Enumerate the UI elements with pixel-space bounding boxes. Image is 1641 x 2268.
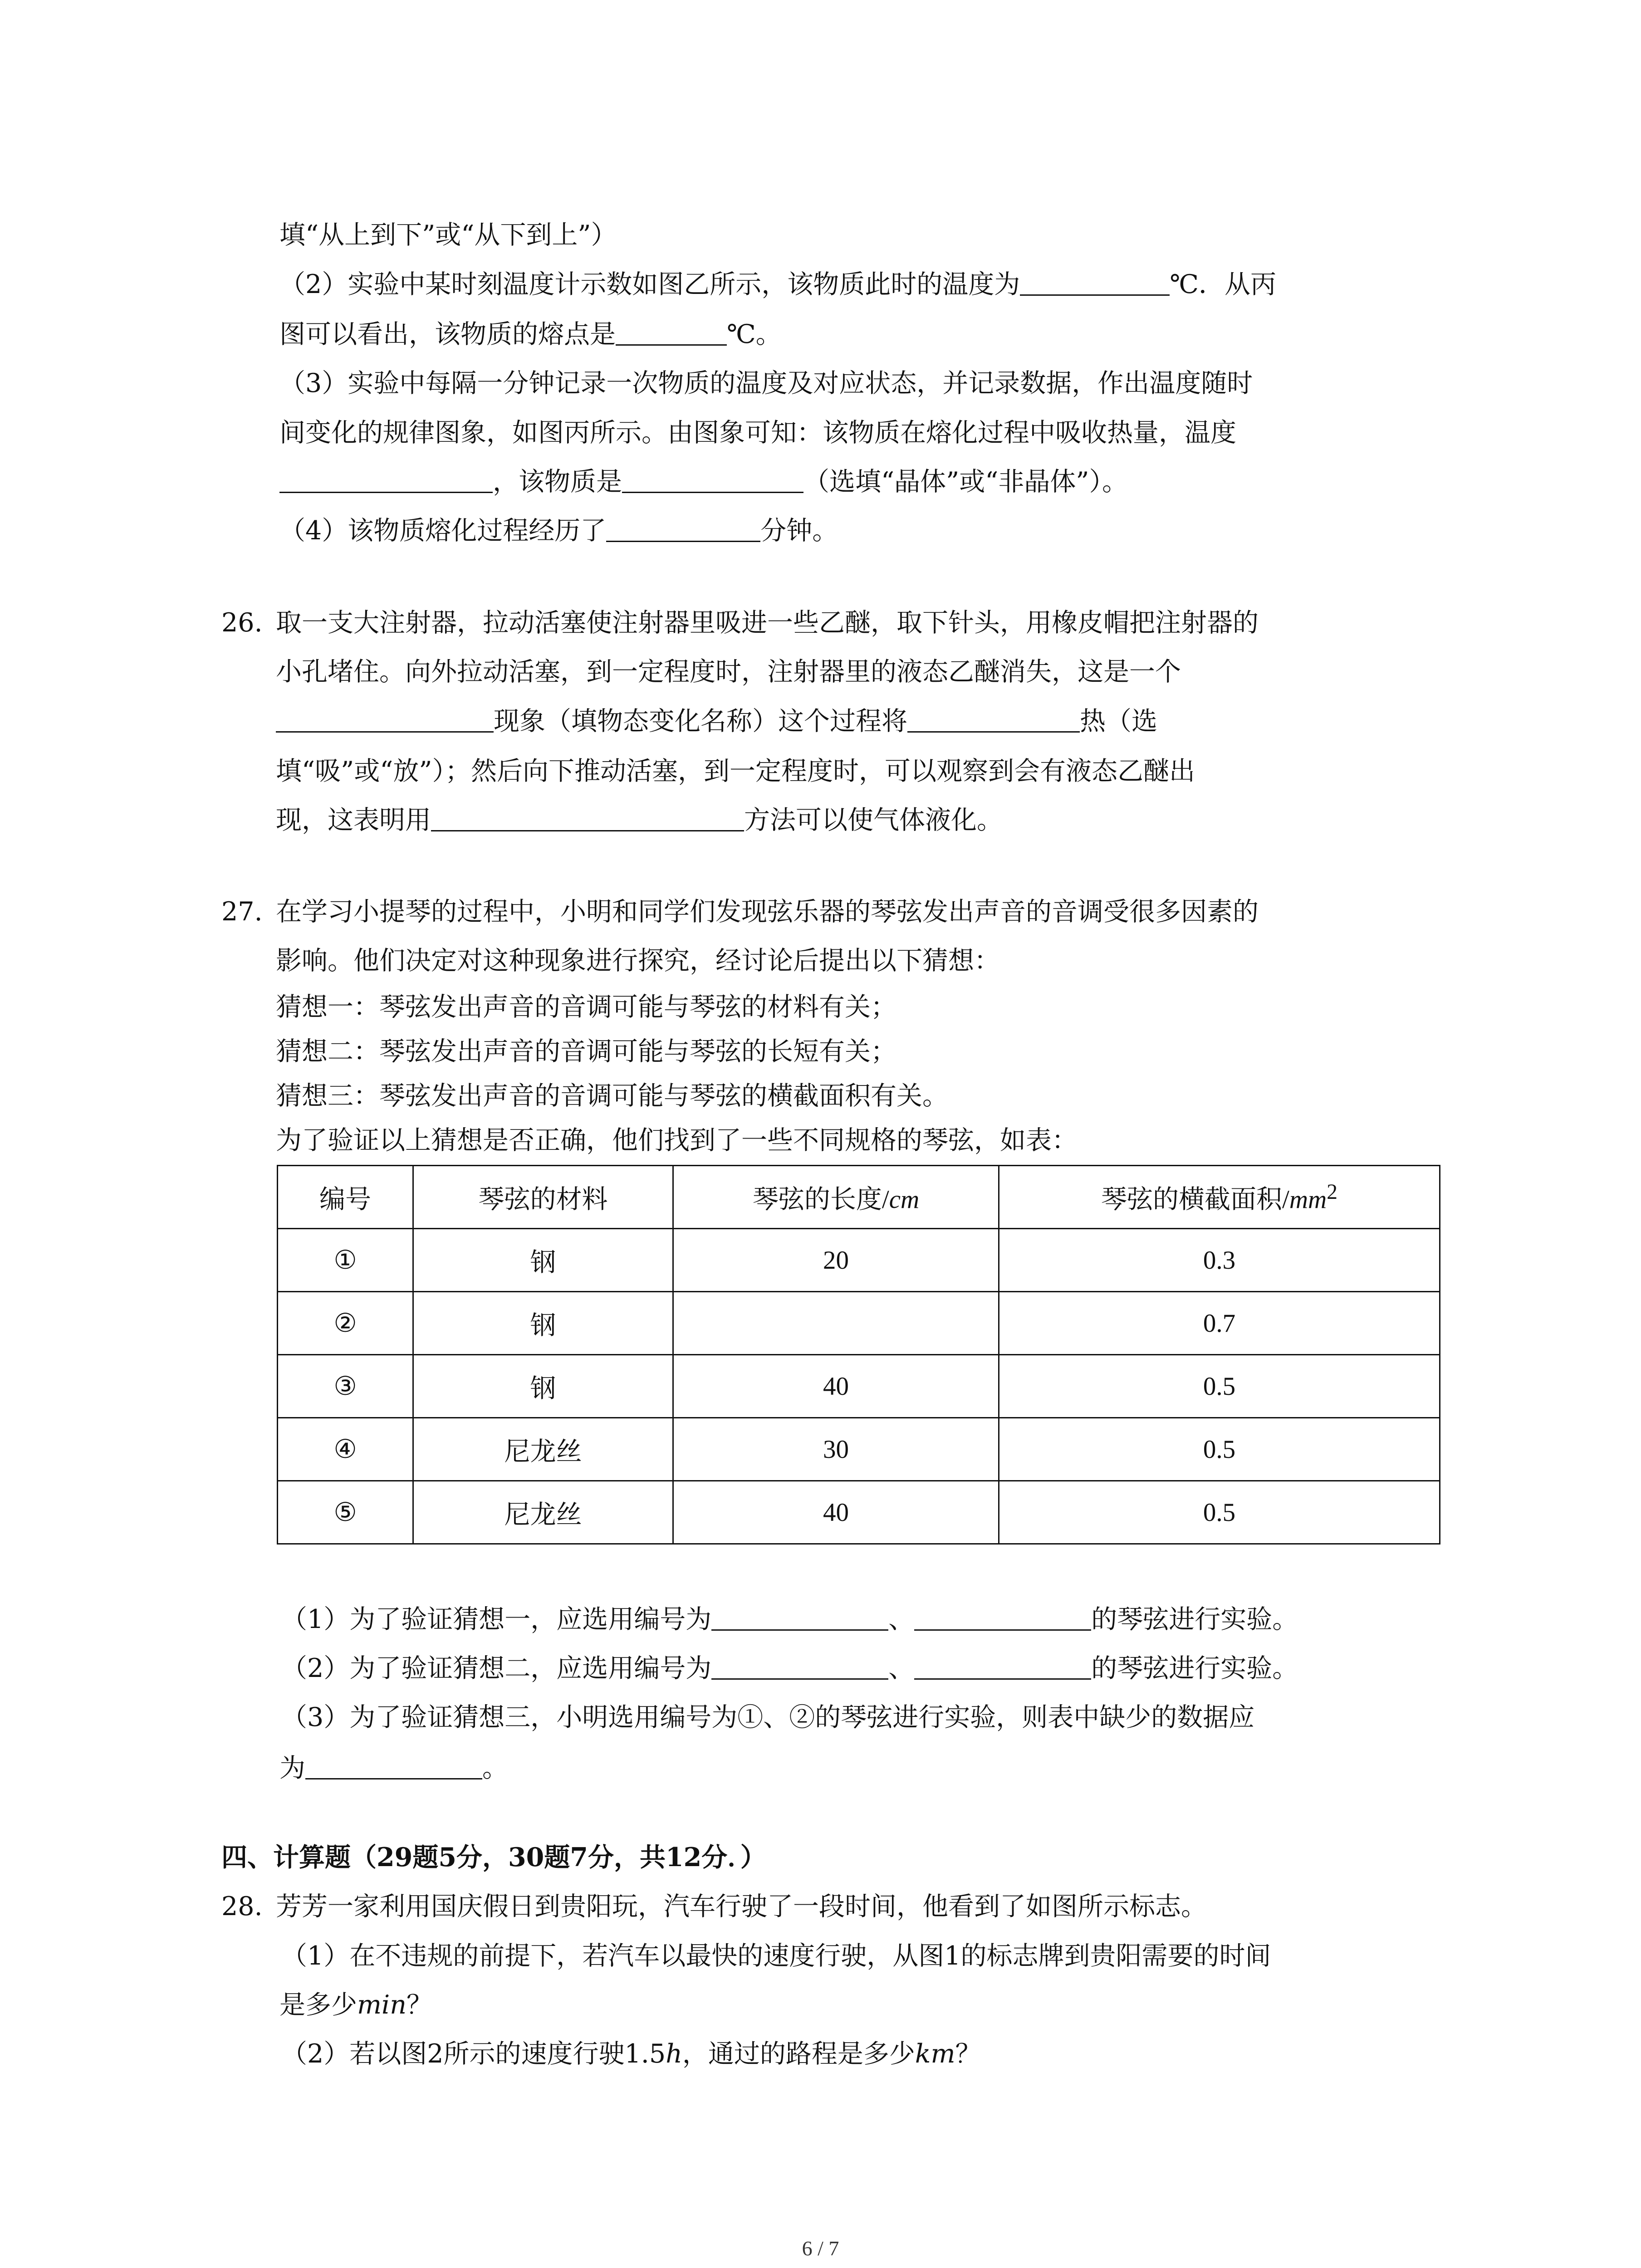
table-cell-area: 0.5 [999, 1481, 1440, 1544]
q26-line4: 填“吸”或“放”）；然后向下推动活塞，到一定程度时，可以观察到会有液态乙醚出 [276, 756, 1195, 786]
table-cell-length-missing [673, 1292, 999, 1355]
table-header-material: 琴弦的材料 [413, 1166, 673, 1229]
table-row [278, 1418, 1440, 1481]
q28-sub2: （2）若以图2所示的速度行驶1.5h，通过的路程是多少km？ [281, 2039, 981, 2069]
q25-part3-line1: （3）实验中每隔一分钟记录一次物质的温度及对应状态，并记录数据，作出温度随时 [279, 368, 1253, 398]
q25-part2-line2: 图可以看出，该物质的熔点是 ℃。 [279, 316, 782, 352]
string-spec-table [277, 1165, 1440, 1545]
table-row [278, 1355, 1440, 1418]
table-cell-area: 0.5 [999, 1355, 1440, 1418]
q28-sub1-line2: 是多少min？ [279, 1990, 432, 2020]
q27-line6: 为了验证以上猜想是否正确，他们找到了一些不同规格的琴弦，如表： [276, 1125, 1078, 1155]
table-cell-id: ③ [278, 1355, 413, 1418]
table-cell-material: 钢 [413, 1355, 673, 1418]
table-cell-area: 0.3 [999, 1229, 1440, 1292]
q27-line2: 影响。他们决定对这种现象进行探究，经讨论后提出以下猜想： [276, 946, 1000, 976]
q27-sub3-line1: （3）为了验证猜想三，小明选用编号为①、②的琴弦进行实验，则表中缺少的数据应 [281, 1702, 1255, 1732]
q25-part3-line2: 间变化的规律图象，如图丙所示。由图象可知：该物质在熔化过程中吸收热量，温度 [279, 418, 1236, 448]
table-cell-id: ① [278, 1229, 413, 1292]
table-cell-material: 尼龙丝 [413, 1481, 673, 1544]
table-cell-material: 钢 [413, 1229, 673, 1292]
q27-sub3-line2: 为 。 [279, 1750, 508, 1786]
table-row [278, 1229, 1440, 1292]
table-cell-length: 20 [673, 1229, 999, 1292]
q27-line1: 在学习小提琴的过程中，小明和同学们发现弦乐器的琴弦发出声音的音调受很多因素的 [276, 897, 1259, 927]
table-cell-id: ④ [278, 1418, 413, 1481]
answer-blank-temp-change[interactable] [279, 464, 493, 493]
answer-blank-missing-length[interactable] [305, 1751, 482, 1779]
table-row [278, 1292, 1440, 1355]
answer-blank-guess2-b[interactable] [914, 1651, 1091, 1680]
q27-guess2: 猜想二：琴弦发出声音的音调可能与琴弦的长短有关； [276, 1036, 896, 1066]
answer-blank-melting-point[interactable] [616, 317, 727, 346]
q25-part3-line3: ，该物质是 （选填“晶体”或“非晶体”）。 [279, 464, 1128, 500]
table-cell-id: ⑤ [278, 1481, 413, 1544]
q26-line5: 现，这表明用 方法可以使气体液化。 [276, 802, 1003, 838]
table-header-length: 琴弦的长度/cm [673, 1166, 999, 1229]
answer-blank-heat[interactable] [907, 704, 1080, 733]
answer-blank-method[interactable] [431, 803, 744, 831]
table-cell-length: 40 [673, 1355, 999, 1418]
q27-number: 27. [221, 897, 263, 927]
q28-number: 28. [221, 1892, 263, 1921]
q27-guess1: 猜想一：琴弦发出声音的音调可能与琴弦的材料有关； [276, 992, 896, 1022]
section4-heading: 四、计算题（29题5分，30题7分，共12分．） [221, 1842, 766, 1872]
table-cell-length: 40 [673, 1481, 999, 1544]
table-cell-area: 0.7 [999, 1292, 1440, 1355]
answer-blank-crystal[interactable] [622, 464, 803, 493]
table-row [278, 1481, 1440, 1544]
q26-line2: 小孔堵住。向外拉动活塞，到一定程度时，注射器里的液态乙醚消失，这是一个 [276, 657, 1181, 687]
table-cell-length: 30 [673, 1418, 999, 1481]
q27-sub1: （1）为了验证猜想一，应选用编号为 、 的琴弦进行实验。 [281, 1601, 1298, 1637]
table-header-area: 琴弦的横截面积$/mm^2$ [999, 1166, 1440, 1229]
table-header-row [278, 1166, 1440, 1229]
answer-blank-minutes[interactable] [606, 513, 760, 542]
answer-blank-guess2-a[interactable] [711, 1651, 888, 1680]
answer-blank-guess1-a[interactable] [711, 1602, 888, 1631]
q27-sub2: （2）为了验证猜想二，应选用编号为 、 的琴弦进行实验。 [281, 1650, 1298, 1686]
page-number: 6 / 7 [802, 2237, 839, 2260]
q27-guess3: 猜想三：琴弦发出声音的音调可能与琴弦的横截面积有关。 [276, 1081, 948, 1111]
q26-number: 26. [221, 608, 263, 638]
q26-line3: 现象（填物态变化名称）这个过程将 热（选 [276, 703, 1157, 739]
q25-line-top: 填“从上到下”或“从下到上”） [279, 220, 617, 250]
q26-line1: 取一支大注射器，拉动活塞使注射器里吸进一些乙醚，取下针头，用橡皮帽把注射器的 [276, 608, 1259, 638]
answer-blank-guess1-b[interactable] [914, 1602, 1091, 1631]
answer-blank-state-change[interactable] [276, 704, 494, 733]
table-cell-material: 尼龙丝 [413, 1418, 673, 1481]
q25-part2-line1: （2）实验中某时刻温度计示数如图乙所示，该物质此时的温度为 ℃．从丙 [279, 266, 1276, 303]
table-cell-material: 钢 [413, 1292, 673, 1355]
answer-blank-temperature[interactable] [1020, 267, 1170, 296]
q25-part4: （4）该物质熔化过程经历了 分钟。 [279, 513, 838, 549]
q28-line1: 芳芳一家利用国庆假日到贵阳玩，汽车行驶了一段时间，他看到了如图所示标志。 [276, 1892, 1207, 1921]
table-cell-area: 0.5 [999, 1418, 1440, 1481]
q28-sub1-line1: （1）在不违规的前提下，若汽车以最快的速度行驶，从图1的标志牌到贵阳需要的时间 [281, 1941, 1271, 1971]
table-cell-id: ② [278, 1292, 413, 1355]
table-header-id: 编号 [278, 1166, 413, 1229]
